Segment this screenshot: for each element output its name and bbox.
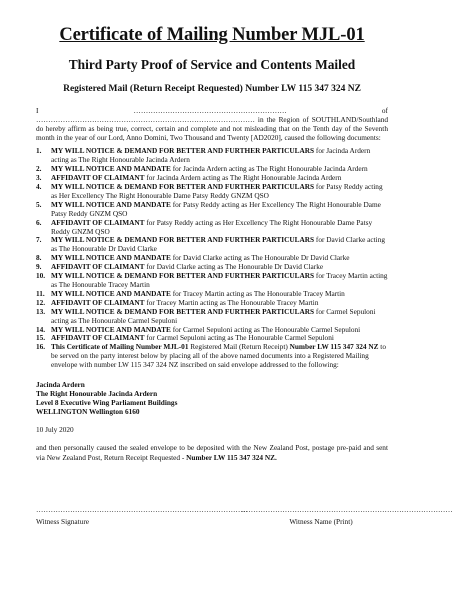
document-list	[36, 147, 388, 370]
item-number: 2.	[36, 164, 42, 174]
item-detail: for Tracey Martin acting as The Honourable Tracey Martin	[170, 288, 345, 298]
closing-paragraph	[36, 443, 388, 461]
certificate-page	[36, 14, 388, 469]
item-title: AFFIDAVIT OF CLAIMANT	[51, 297, 145, 307]
closing-text: and then personally caused the sealed envelope to be deposited with the New Zealand Post, postage pre-paid and sent via New Zealand Post, Return Receipt Requested -	[36, 443, 388, 462]
document-item	[36, 147, 388, 165]
certificate-subtitle: Third Party Proof of Service and Contents Mailed	[68, 57, 356, 72]
signature-line: ……………………………………………………………………………	[36, 505, 248, 514]
item-number: 16.	[36, 342, 46, 352]
item-number: 4.	[36, 182, 42, 191]
item-title: MY WILL NOTICE & DEMAND FOR BETTER AND FURTHER PARTICULARS	[51, 182, 315, 191]
item-detail: for Carmel Sepuloni acting as The Honourable Carmel Sepuloni	[144, 333, 334, 343]
item-title: AFFIDAVIT OF CLAIMANT	[51, 217, 145, 227]
item-title: MY WILL NOTICE & DEMAND FOR BETTER AND FURTHER PARTICULARS	[51, 306, 315, 316]
address-line: Level 8 Executive Wing Parliament Buildings	[36, 398, 178, 408]
item-number: 6.	[36, 217, 42, 227]
item-title: MY WILL NOTICE AND MANDATE	[51, 288, 171, 298]
item-title: MY WILL NOTICE & DEMAND FOR BETTER AND FURTHER PARTICULARS	[51, 271, 315, 281]
item-number: 10.	[36, 271, 46, 281]
item-title: MY WILL NOTICE & DEMAND FOR BETTER AND FURTHER PARTICULARS	[51, 146, 315, 156]
affirmation-paragraph: I ……………………………………………………… of ……………………………………………………………………………… in the Region of SOUTHLAND/Southland do hereby affirm as being true, correct, certain and complete and not misleading that on the Tenth day of the Seventh month in the year of our Lord, Anno Domini, Two Thousand and Twenty [AD2020], caused the following documents:	[36, 106, 388, 143]
certificate-title: Certificate of Mailing Number MJL-01	[59, 25, 365, 45]
item-registered-number: Number LW 115 347 324 NZ	[289, 342, 379, 352]
registered-mail-number: Registered Mail (Return Receipt Requested) Number LW 115 347 324 NZ	[63, 84, 361, 94]
item-detail: for David Clarke acting as The Honourable Dr David Clarke	[144, 262, 324, 272]
name-line: ……………………………………………………………………………	[241, 505, 453, 514]
item-number: 7.	[36, 235, 42, 245]
address-line: WELLINGTON Wellington 6160	[36, 407, 140, 417]
document-item	[36, 183, 388, 201]
witness-name-label: Witness Name (Print)	[289, 517, 353, 526]
item-detail: for Jacinda Ardern acting as The Right Honourable Jacinda Ardern	[51, 146, 371, 165]
item-detail: for Jacinda Ardern acting as The Right Honourable Jacinda Ardern	[170, 164, 368, 174]
item-detail-continued: to be served on the party interest below by placing all of the above named documents into a Registered Mailing envelope with number LW 115 347 324 NZ inscribed on said envelope addressed to the following:	[51, 342, 386, 370]
witness-signature-field	[36, 505, 248, 526]
item-title: MY WILL NOTICE & DEMAND FOR BETTER AND FURTHER PARTICULARS	[51, 235, 315, 245]
item-number: 1.	[36, 146, 42, 156]
item-number: 11.	[36, 288, 45, 298]
item-detail: for Tracey Martin acting as The Honourable Tracey Martin	[51, 271, 388, 289]
document-item	[36, 343, 388, 370]
item-number: 12.	[36, 297, 46, 307]
closing-number: Number LW 115 347 324 NZ.	[186, 452, 277, 462]
item-detail: for Carmel Sepuloni acting as The Honourable Carmel Sepuloni	[51, 306, 376, 325]
item-title: AFFIDAVIT OF CLAIMANT	[51, 262, 145, 272]
item-number: 13.	[36, 306, 46, 316]
item-detail: for David Clarke acting as The Honourable Dr David Clarke	[51, 235, 386, 254]
document-item	[36, 236, 388, 254]
item-detail: for Carmel Sepuloni acting as The Honourable Carmel Sepuloni	[170, 324, 361, 334]
signature-block	[36, 505, 453, 530]
item-title: AFFIDAVIT OF CLAIMANT	[51, 333, 145, 343]
item-title: AFFIDAVIT OF CLAIMANT	[51, 173, 145, 183]
recipient-address	[36, 380, 388, 416]
item-detail: for Jacinda Ardern acting as The Right Honourable Jacinda Ardern	[144, 173, 342, 183]
item-title: MY WILL NOTICE AND MANDATE	[51, 324, 171, 334]
document-item	[36, 308, 388, 326]
item-number: 9.	[36, 262, 42, 272]
document-item	[36, 272, 388, 290]
item-detail: for David Clarke acting as The Honourable Dr David Clarke	[170, 253, 350, 263]
item-title: MY WILL NOTICE AND MANDATE	[51, 199, 171, 209]
address-line: The Right Honourable Jacinda Ardern	[36, 389, 158, 399]
address-line: Jacinda Ardern	[36, 380, 85, 390]
item-detail: for Patsy Reddy acting as Her Excellency The Right Honourable Dame Patsy Reddy GNZM QSO	[51, 199, 381, 218]
mailing-date: 10 July 2020	[36, 425, 74, 435]
item-title: MY WILL NOTICE AND MANDATE	[51, 253, 171, 263]
document-item	[36, 219, 388, 237]
item-number: 15.	[36, 333, 46, 343]
item-number: 14.	[36, 324, 46, 334]
item-number: 8.	[36, 253, 42, 263]
witness-name-field	[241, 505, 453, 526]
item-detail: Registered Mail (Return Receipt)	[188, 342, 290, 352]
item-detail: for Patsy Reddy acting as Her Excellency The Right Honourable Dame Patsy Reddy GNZM QSO	[51, 182, 383, 200]
item-number: 3.	[36, 173, 42, 183]
item-detail: for Tracey Martin acting as The Honourable Tracey Martin	[144, 297, 319, 307]
document-item	[36, 201, 388, 219]
item-detail: for Patsy Reddy acting as Her Excellency The Right Honourable Dame Patsy Reddy GNZM QSO	[51, 217, 373, 236]
item-number: 5.	[36, 199, 42, 209]
item-title: This Certificate of Mailing Number MJL-01	[51, 342, 189, 352]
item-title: MY WILL NOTICE AND MANDATE	[51, 164, 171, 174]
witness-signature-label: Witness Signature	[36, 517, 90, 526]
